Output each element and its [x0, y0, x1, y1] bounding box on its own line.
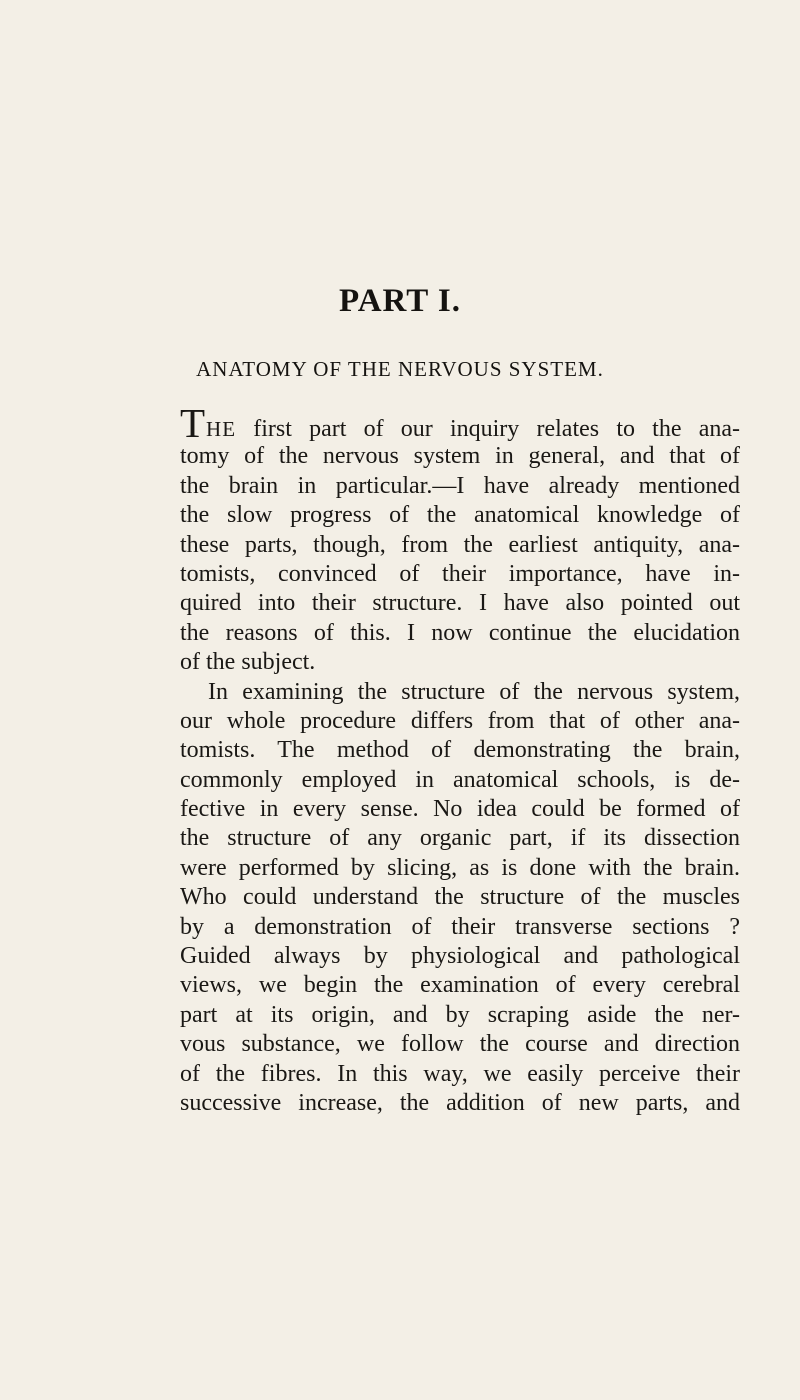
text-line-7: quired into their structure. I have also pointed out [180, 590, 740, 617]
text-line-22: vous substance, we follow the course and direction [180, 1031, 740, 1058]
text-line-12: tomists. The method of demonstrating the brain, [180, 737, 740, 764]
text-line-5: these parts, though, from the earliest antiquity, ana- [180, 531, 740, 558]
text-line-16: were performed by slicing, as is done with the brain. [180, 854, 740, 881]
text-line-17: Who could understand the structure of the muscles [180, 884, 740, 911]
text-line-3: the brain in particular.—I have already mentioned [180, 472, 740, 499]
body-text [180, 400, 740, 1118]
text-line-11: our whole procedure differs from that of other ana- [180, 707, 740, 734]
text-line-15: the structure of any organic part, if its dissection [180, 825, 740, 852]
text-line-1 [180, 400, 740, 446]
text-line-1-rest: first part of our inquiry relates to the ana- [236, 416, 740, 442]
text-line-9: of the subject. [180, 649, 316, 676]
text-line-4: the slow progress of the anatomical knowledge of [180, 502, 740, 529]
first-word-rest: HE [206, 417, 237, 441]
text-line-21: part at its origin, and by scraping aside the ner- [180, 1001, 740, 1028]
drop-cap: T [180, 400, 206, 446]
section-title: ANATOMY OF THE NERVOUS SYSTEM. [196, 357, 604, 381]
text-line-20: views, we begin the examination of every cerebral [180, 972, 740, 999]
text-line-6: tomists, convinced of their importance, have in- [180, 560, 740, 587]
part-title: PART I. [339, 283, 461, 319]
text-line-18: by a demonstration of their transverse sections ? [180, 913, 740, 940]
text-line-10: In examining the structure of the nervous system, [208, 678, 740, 705]
text-line-19: Guided always by physiological and pathological [180, 943, 740, 970]
text-line-8: the reasons of this. I now continue the elucidation [180, 619, 740, 646]
text-line-13: commonly employed in anatomical schools, is de- [180, 766, 740, 793]
text-line-14: fective in every sense. No idea could be formed of [180, 796, 740, 823]
text-line-24: successive increase, the addition of new parts, and [180, 1089, 740, 1116]
text-line-2: tomy of the nervous system in general, and that of [180, 443, 740, 470]
text-line-23: of the fibres. In this way, we easily perceive their [180, 1060, 740, 1087]
